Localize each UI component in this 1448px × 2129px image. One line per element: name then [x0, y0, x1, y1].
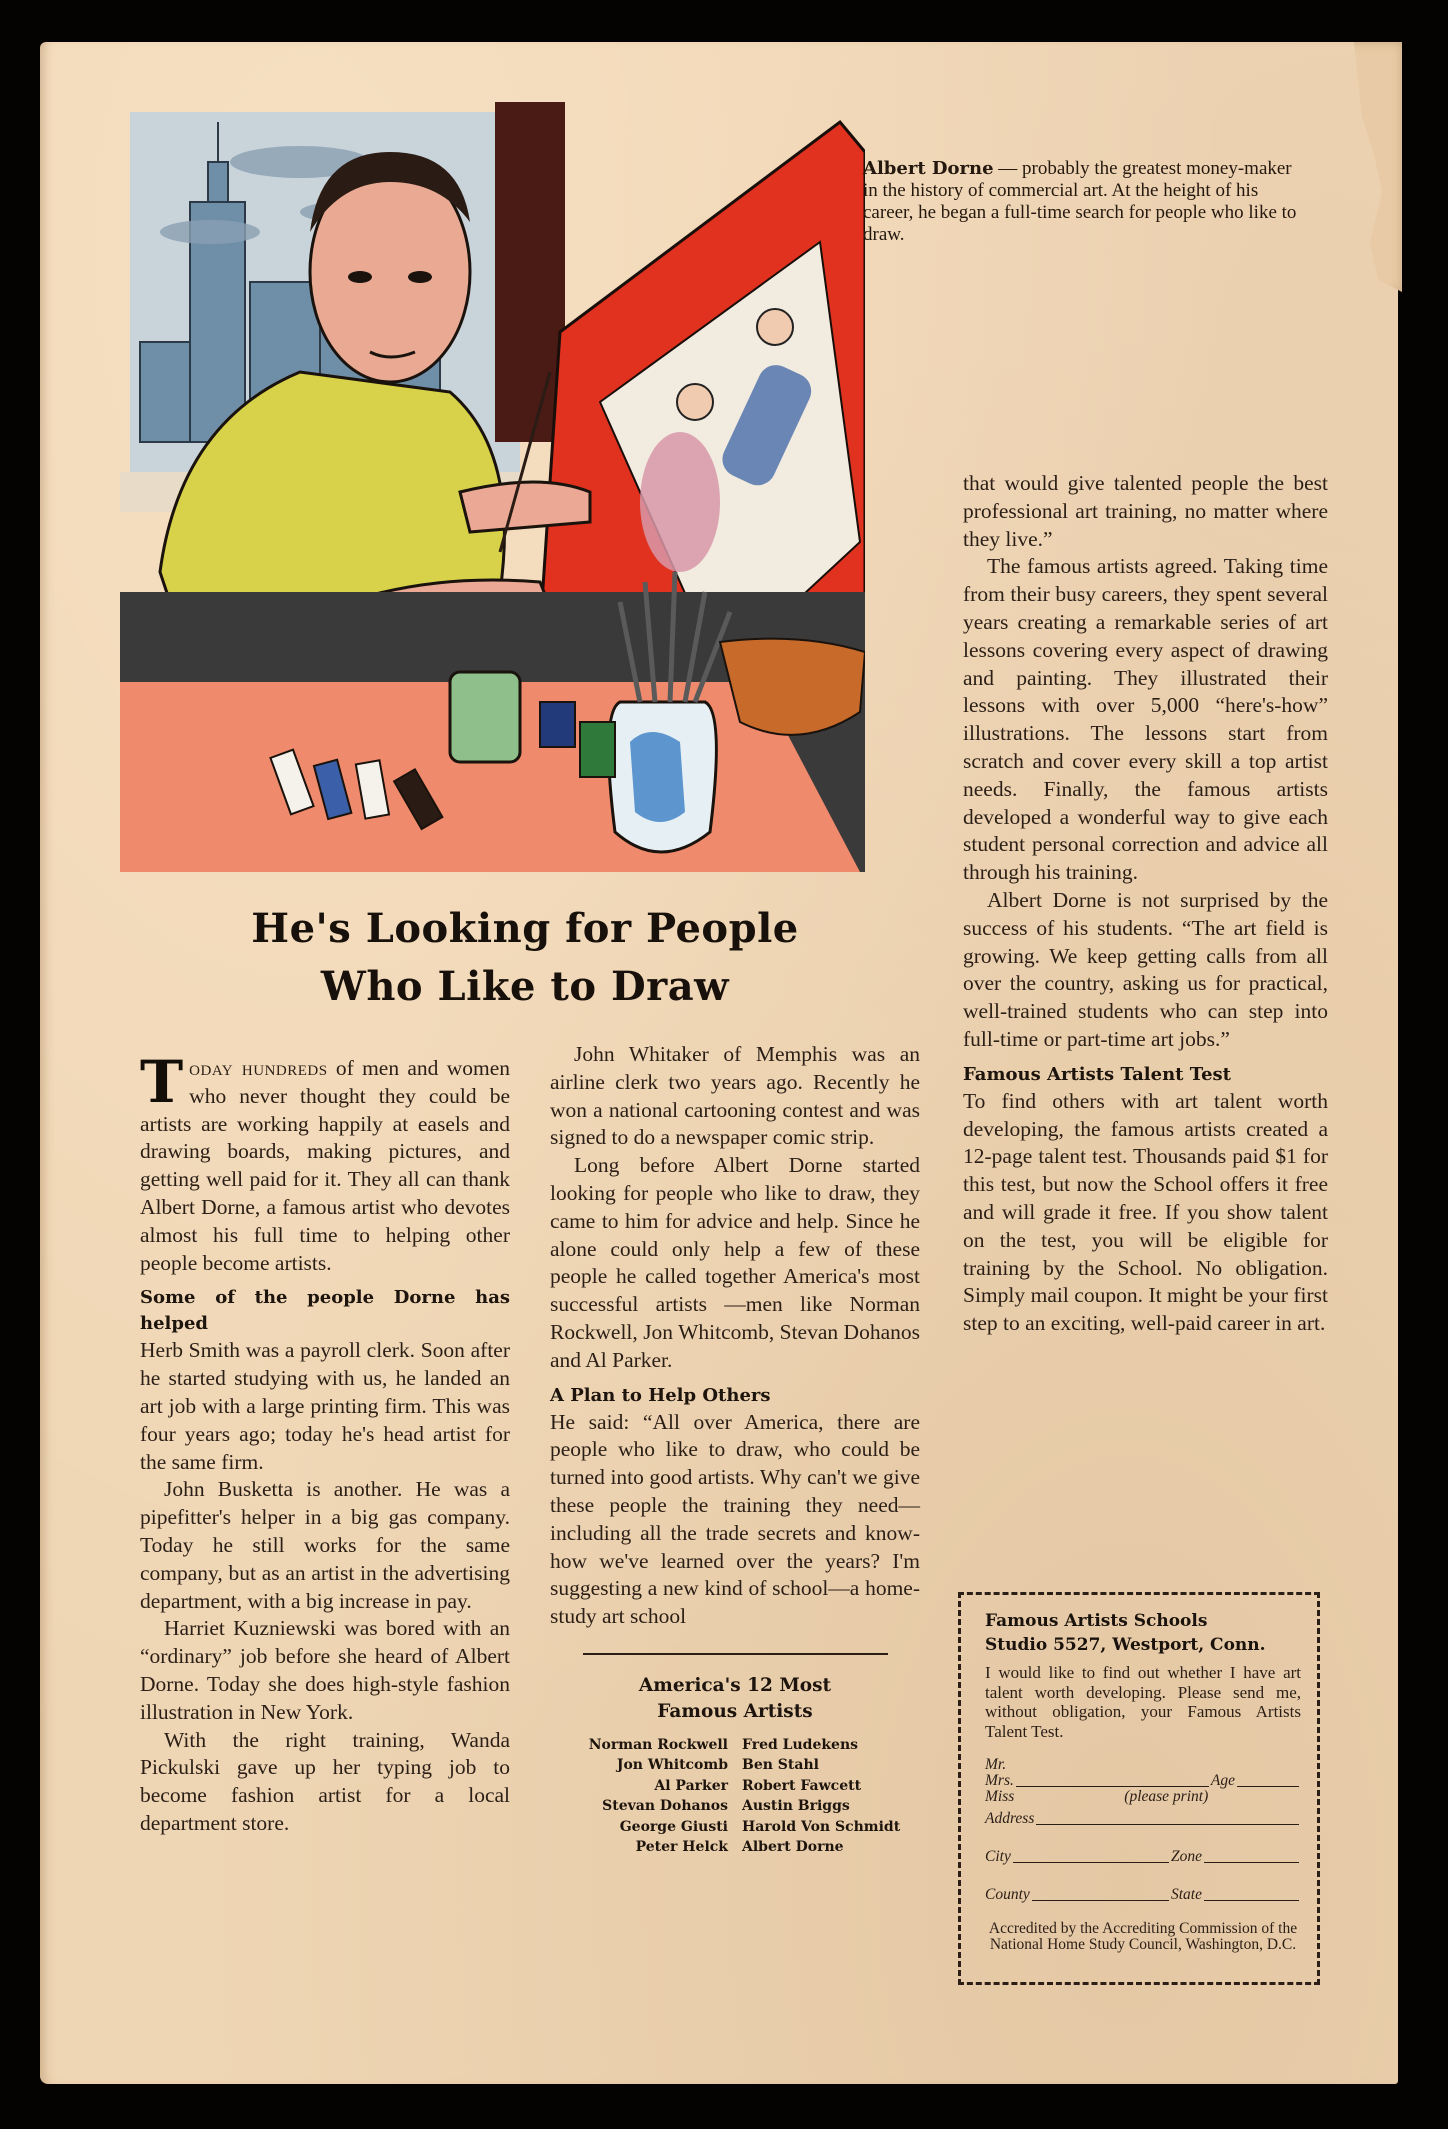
name-field[interactable] [1016, 1774, 1209, 1787]
caption-text: — probably the greatest money-maker in the history of commercial art. At the height of his career, he began a full-time search for people who like to draw. [863, 158, 1297, 245]
subhead-people-helped: Some of the people Dorne has helped [140, 1287, 510, 1335]
age-field[interactable] [1237, 1774, 1299, 1787]
paragraph-artists-agreed: The famous artists agreed. Taking time from their busy careers, they spent several years creating a remarkable series of art lessons covering every aspect of drawing and painting. They illustrated their lessons with over 5,000 “here's-how” illustrations. The lessons start from scratch and cover every skill a top artist needs. Finally, the famous artists developed a wonderful way to give each student personal correction and advice all through his training. [963, 554, 1328, 885]
coupon-school-name: Famous Artists Schools [985, 1611, 1208, 1631]
caption-lead: Albert Dorne [863, 158, 994, 179]
artist-name: Albert Dorne [742, 1839, 844, 1856]
torn-corner [1322, 42, 1402, 292]
please-print-note: (please print) [1124, 1788, 1209, 1805]
label-mr: Mr. [985, 1756, 1007, 1773]
coupon-address: Studio 5527, Westport, Conn. [985, 1635, 1266, 1655]
paragraph-herb-smith: Herb Smith was a payroll clerk. Soon after he started studying with us, he landed an art job with a large printing firm. This was four years ago; today he's head artist for the same firm. [140, 1338, 510, 1474]
artist-illustration [120, 72, 865, 872]
accreditation-note: Accredited by the Accrediting Commission of the National Home Study Council, Washington, D.C. [988, 1920, 1298, 1953]
paragraph-wanda-pickulski: With the right training, Wanda Pickulski gave up her typing job to become fashion artist for a local department store. [140, 1727, 510, 1835]
paragraph-harriet-kuzniewski: Harriet Kuzniewski was bored with an “ordinary” job before she heard of Albert Dorne. Today she does high-style fashion illustration in New York. [140, 1616, 510, 1724]
left-column [140, 1048, 510, 1838]
bowl [720, 639, 865, 735]
page-headline [120, 900, 930, 1016]
label-age: Age [1210, 1772, 1235, 1789]
paragraph-talent-test: To find others with art talent worth developing, the famous artists created a 12-page talent test. Thousands paid $1 for this test, but now the School offers it free and will grade it free. If you show talent on the test, you will be eligible for training by the School. No obligation. Simply mail coupon. It might be your first step to an exciting, well-paid career in art. [963, 1088, 1328, 1336]
subhead-talent-test: Famous Artists Talent Test [963, 1063, 1231, 1085]
paragraph-long-before: Long before Albert Dorne started looking for people who like to draw, they came to him for advice and help. Since he alone could only help a few of these people he called together America's most successful artists —men like Norman Rockwell, Jon Whitcomb, Stevan Dohanos and Al Parker. [550, 1153, 920, 1372]
paragraph-john-busketta: John Busketta is another. He was a pipefitter's helper in a big gas company. Today he still works for the same company, but as an artist in the advertising department, with a big increase in pay. [140, 1477, 510, 1613]
coupon-form [985, 1757, 1301, 1903]
paragraph-continuation: that would give talented people the best professional art training, no matter where they live.” [963, 471, 1328, 551]
label-city: City [985, 1848, 1011, 1865]
illustration-caption [863, 158, 1303, 246]
label-mrs: Mrs. [985, 1772, 1014, 1789]
artist-name: Harold Von Schmidt [742, 1818, 901, 1835]
headline-line-2: Who Like to Draw [320, 963, 730, 1010]
artist-name: Jon Whitcomb [616, 1757, 728, 1774]
artist-name: Peter Helck [635, 1839, 728, 1856]
state-field[interactable] [1204, 1888, 1299, 1901]
headline-line-1: He's Looking for People [251, 905, 799, 952]
coupon-title [985, 1609, 1301, 1657]
artist-name: Fred Ludekens [742, 1736, 859, 1753]
label-zone: Zone [1171, 1848, 1202, 1865]
coupon-body: I would like to find out whether I have art talent worth developing. Please send me, without obligation, your Famous Artists Talent Test. [985, 1663, 1301, 1741]
divider-rule [583, 1653, 888, 1655]
intro-text: of men and women who never thought they could be artists are working happily at easels and drawing boards, making pictures, and getting well paid for it. They all can thank Albert Dorne, a famous artist who devotes almost his full time to helping other people become artists. [140, 1056, 510, 1275]
artist-name: Robert Fawcett [742, 1777, 862, 1794]
drop-cap: T [140, 1048, 184, 1116]
middle-column [550, 1041, 920, 1858]
artists-list-title [550, 1673, 920, 1725]
label-miss: Miss [985, 1788, 1015, 1805]
label-county: County [985, 1886, 1030, 1903]
artist-name: Austin Briggs [742, 1798, 850, 1815]
county-field[interactable] [1032, 1888, 1169, 1901]
city-field[interactable] [1013, 1850, 1169, 1863]
paragraph-quote: He said: “All over America, there are people who like to draw, who could be turned into good artists. Why can't we give these people the training they need—including all the trade secrets and know-how we've learned over the years? I'm suggesting a new kind of school—a home-study art school [550, 1409, 920, 1629]
artist-name: Ben Stahl [742, 1757, 819, 1774]
artists-list [550, 1735, 920, 1858]
label-state: State [1171, 1886, 1202, 1903]
paragraph-not-surprised: Albert Dorne is not surprised by the success of his students. “The art field is growing. We keep getting calls from all over the country, asking us for practical, well-trained students who can step into full-time or part-time art jobs.” [963, 887, 1328, 1051]
artist-name: Stevan Dohanos [602, 1798, 728, 1815]
artists-title-line-1: America's 12 Most [638, 1674, 832, 1696]
intro-paragraph [140, 1048, 510, 1277]
label-address: Address [985, 1810, 1035, 1827]
address-field[interactable] [1036, 1812, 1299, 1825]
subhead-plan: A Plan to Help Others [550, 1384, 771, 1406]
paragraph-john-whitaker: John Whitaker of Memphis was an airline clerk two years ago. Recently he won a national cartooning contest and was signed to do a newspaper comic strip. [550, 1042, 920, 1150]
albert-dorne-painting-illustration [120, 72, 865, 872]
right-column [963, 470, 1328, 1338]
paint-tin [450, 672, 520, 762]
curtain [495, 102, 565, 442]
artist-name: Al Parker [654, 1777, 728, 1794]
artists-title-line-2: Famous Artists [657, 1700, 813, 1722]
artist-name: Norman Rockwell [588, 1736, 728, 1753]
artist-name: George Giusti [619, 1818, 728, 1835]
intro-smallcaps: oday hundreds [189, 1056, 328, 1080]
zone-field[interactable] [1204, 1850, 1299, 1863]
mail-coupon[interactable] [958, 1592, 1320, 1985]
